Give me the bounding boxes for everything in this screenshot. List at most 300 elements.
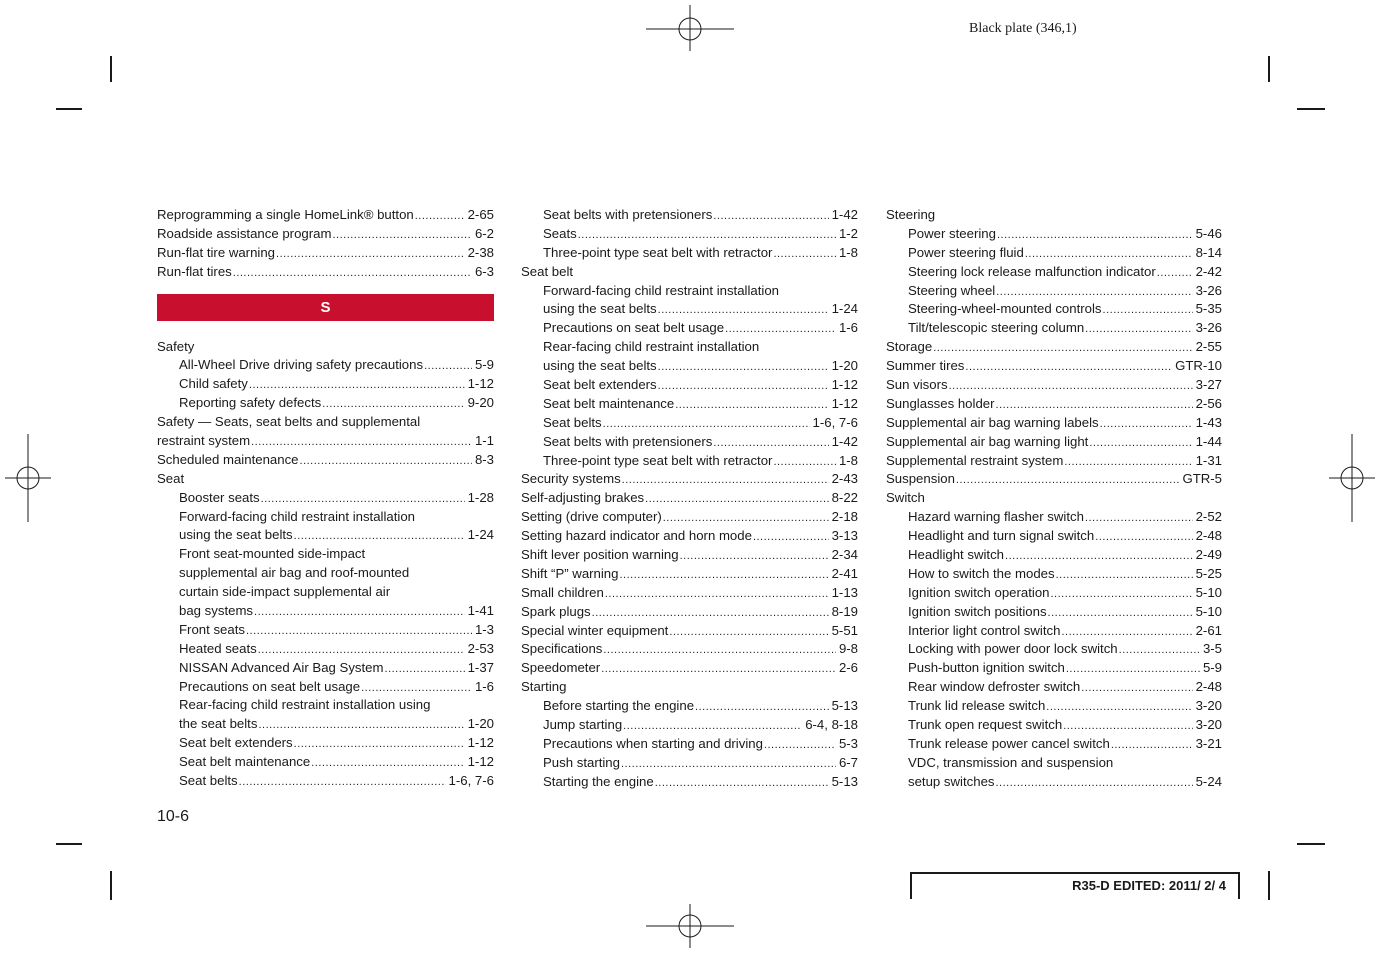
index-list-after-section	[157, 338, 494, 791]
entry-text: Reporting safety defects	[179, 395, 322, 411]
index-entry	[521, 225, 858, 244]
index-entry	[886, 754, 1222, 773]
dot-leader	[361, 678, 472, 697]
dot-leader	[773, 244, 836, 263]
entry-page: 8-14	[1195, 244, 1222, 260]
dot-leader	[949, 376, 1193, 395]
entry-page: 3-26	[1195, 282, 1222, 298]
entry-text: Headlight switch	[908, 547, 1005, 563]
dot-leader	[258, 640, 465, 659]
dot-leader	[933, 338, 1192, 357]
entry-page: 1-44	[1195, 433, 1222, 449]
entry-text: Safety — Seats, seat belts and supplemental	[157, 414, 421, 430]
dot-leader	[1061, 622, 1192, 641]
index-entry	[886, 697, 1222, 716]
index-entry	[886, 678, 1222, 697]
index-entry	[521, 754, 858, 773]
entry-text: How to switch the modes	[908, 565, 1055, 581]
index-entry	[886, 546, 1222, 565]
dot-leader	[249, 375, 465, 394]
dot-leader	[311, 753, 464, 772]
index-entry	[886, 433, 1222, 452]
entry-text: Supplemental restraint system	[886, 452, 1064, 468]
index-entry	[157, 356, 494, 375]
dot-leader	[956, 470, 1180, 489]
section-header-s: S	[157, 294, 494, 321]
entry-text: Three-point type seat belt with retractor	[543, 244, 773, 260]
dot-leader	[658, 357, 829, 376]
index-entry	[886, 338, 1222, 357]
entry-page: 1-12	[467, 376, 494, 392]
index-entry	[521, 640, 858, 659]
entry-page: 5-9	[474, 357, 494, 373]
entry-page: 6-3	[474, 263, 494, 279]
entry-page: 3-21	[1195, 735, 1222, 751]
dot-leader	[1005, 546, 1193, 565]
dot-leader	[996, 395, 1193, 414]
dot-leader	[965, 357, 1172, 376]
entry-text: Reprogramming a single HomeLink® button	[157, 207, 414, 222]
dot-leader	[713, 206, 828, 225]
dot-leader	[603, 640, 836, 659]
index-entry	[157, 244, 494, 263]
index-column-3	[886, 206, 1222, 792]
dot-leader	[680, 546, 829, 565]
entry-page: 1-24	[467, 527, 494, 543]
entry-text: Run-flat tires	[157, 263, 232, 279]
entry-text: bag systems	[179, 603, 254, 619]
dot-leader	[645, 489, 828, 508]
entry-page: 2-38	[467, 244, 494, 260]
entry-text: Push starting	[543, 754, 620, 770]
entry-text: Roadside assistance program	[157, 225, 332, 241]
entry-text: Summer tires	[886, 358, 965, 374]
dot-leader	[713, 433, 828, 452]
entry-page: 9-20	[467, 395, 494, 411]
dot-leader	[1095, 527, 1192, 546]
entry-page: 2-6	[838, 660, 858, 676]
dot-leader	[1089, 433, 1192, 452]
dot-leader	[1100, 414, 1193, 433]
dot-leader	[764, 735, 836, 754]
dot-leader	[592, 603, 829, 622]
dot-leader	[619, 565, 828, 584]
entry-text: Heated seats	[179, 640, 257, 656]
index-entry	[886, 603, 1222, 622]
dot-leader	[753, 527, 829, 546]
index-entry	[886, 452, 1222, 471]
entry-page: 1-8	[838, 452, 858, 468]
entry-page: 2-48	[1195, 679, 1222, 695]
entry-text: Steering lock release malfunction indicator	[908, 263, 1156, 279]
index-entry	[157, 659, 494, 678]
dot-leader	[663, 508, 829, 527]
entry-page: 2-34	[831, 547, 858, 563]
entry-page: 2-41	[831, 565, 858, 581]
index-entry	[521, 697, 858, 716]
index-entry	[157, 432, 494, 451]
entry-text: using the seat belts	[543, 358, 657, 374]
index-entry	[157, 583, 494, 602]
index-entry	[157, 470, 494, 489]
index-entry	[521, 735, 858, 754]
entry-text: curtain side-impact supplemental air	[179, 584, 391, 600]
entry-text: Booster seats	[179, 489, 260, 505]
index-entry	[521, 489, 858, 508]
entry-text: Steering wheel	[908, 282, 996, 298]
index-entry	[886, 206, 1222, 225]
entry-page: 2-65	[467, 207, 494, 222]
dot-leader	[1119, 640, 1200, 659]
entry-text: the seat belts	[179, 716, 258, 732]
index-entry	[886, 225, 1222, 244]
index-entry	[521, 452, 858, 471]
index-entry	[521, 414, 858, 433]
entry-page: 1-3	[474, 621, 494, 637]
index-entry	[521, 603, 858, 622]
entry-text: Steering	[886, 207, 936, 222]
dot-leader	[1157, 263, 1193, 282]
edited-label: R35-D EDITED: 2011/ 2/ 4	[1072, 878, 1226, 893]
index-entry	[157, 602, 494, 621]
index-entry	[521, 565, 858, 584]
dot-leader	[261, 489, 465, 508]
index-entry	[157, 564, 494, 583]
entry-text: Special winter equipment	[521, 622, 669, 638]
entry-page: 5-46	[1195, 225, 1222, 241]
entry-text: Rear-facing child restraint installation using	[179, 697, 431, 713]
entry-page: 5-10	[1195, 603, 1222, 619]
index-entry	[521, 659, 858, 678]
entry-page: 1-1	[474, 433, 494, 449]
index-entry	[886, 376, 1222, 395]
dot-leader	[258, 715, 464, 734]
entry-text: Trunk open request switch	[908, 717, 1063, 733]
index-entry	[157, 526, 494, 545]
entry-text: All-Wheel Drive driving safety precautions	[179, 357, 424, 373]
index-entry	[886, 300, 1222, 319]
entry-page: 2-56	[1195, 395, 1222, 411]
dot-leader	[251, 432, 472, 451]
entry-text: NISSAN Advanced Air Bag System	[179, 659, 384, 675]
entry-page: 2-49	[1195, 547, 1222, 563]
dot-leader	[578, 225, 836, 244]
entry-text: Setting hazard indicator and horn mode	[521, 528, 752, 544]
entry-page: 5-24	[1195, 773, 1222, 789]
entry-text: Starting	[521, 679, 567, 695]
index-entry	[157, 508, 494, 527]
entry-page: 1-41	[467, 603, 494, 619]
entry-text: Push-button ignition switch	[908, 660, 1065, 676]
entry-text: Seat belts with pretensioners	[543, 207, 713, 222]
entry-page: 1-24	[831, 301, 858, 317]
entry-page: 1-6, 7-6	[812, 414, 858, 430]
entry-page: 1-42	[831, 207, 858, 222]
index-entry	[157, 394, 494, 413]
entry-page: 5-13	[831, 773, 858, 789]
dot-leader	[1111, 735, 1193, 754]
entry-page: 1-37	[467, 659, 494, 675]
entry-text: Seat belts with pretensioners	[543, 433, 713, 449]
entry-page: 2-18	[831, 509, 858, 525]
index-entry	[157, 489, 494, 508]
entry-text: Supplemental air bag warning light	[886, 433, 1089, 449]
entry-text: Setting (drive computer)	[521, 509, 662, 525]
entry-text: supplemental air bag and roof-mounted	[179, 565, 410, 581]
dot-leader	[1046, 697, 1192, 716]
entry-text: Before starting the engine	[543, 698, 695, 714]
index-entry	[886, 282, 1222, 301]
entry-text: Suspension	[886, 471, 955, 487]
entry-text: Power steering fluid	[908, 244, 1024, 260]
index-entry	[886, 716, 1222, 735]
entry-text: Seat belt maintenance	[179, 754, 311, 770]
entry-text: Headlight and turn signal switch	[908, 528, 1095, 544]
entry-text: Steering-wheel-mounted controls	[908, 301, 1102, 317]
index-entry	[157, 621, 494, 640]
entry-page: 2-48	[1195, 528, 1222, 544]
entry-text: Interior light control switch	[908, 622, 1061, 638]
index-column-2	[521, 206, 858, 792]
entry-text: Security systems	[521, 471, 621, 487]
entry-text: Specifications	[521, 641, 603, 657]
entry-page: 1-43	[1195, 414, 1222, 430]
dot-leader	[300, 451, 472, 470]
index-entry	[157, 338, 494, 357]
index-entry	[157, 640, 494, 659]
entry-text: Trunk release power cancel switch	[908, 735, 1110, 751]
index-list-before-section	[157, 206, 494, 282]
entry-text: Seats	[543, 225, 577, 241]
entry-page: 2-52	[1195, 509, 1222, 525]
entry-text: Precautions on seat belt usage	[179, 678, 361, 694]
dot-leader	[254, 602, 465, 621]
entry-text: Front seat-mounted side-impact	[179, 546, 366, 562]
dot-leader	[276, 244, 465, 263]
entry-page: 2-61	[1195, 622, 1222, 638]
page-number: 10-6	[157, 808, 190, 825]
entry-page: 5-13	[831, 698, 858, 714]
entry-text: Rear window defroster switch	[908, 679, 1081, 695]
dot-leader	[655, 773, 829, 792]
dot-leader	[695, 697, 829, 716]
entry-page: 2-42	[1195, 263, 1222, 279]
entry-text: Jump starting	[543, 717, 623, 733]
index-entry	[157, 451, 494, 470]
index-entry	[521, 508, 858, 527]
entry-text: setup switches	[908, 773, 995, 789]
entry-text: Seat belt maintenance	[543, 395, 675, 411]
index-entry	[521, 584, 858, 603]
index-entry	[521, 357, 858, 376]
entry-text: Spark plugs	[521, 603, 591, 619]
entry-text: Rear-facing child restraint installation	[543, 339, 760, 355]
index-entry	[886, 319, 1222, 338]
dot-leader	[1050, 584, 1192, 603]
dot-leader	[658, 376, 829, 395]
entry-page: 8-3	[474, 451, 494, 467]
dot-leader	[246, 621, 472, 640]
entry-text: Run-flat tire warning	[157, 244, 276, 260]
dot-leader	[675, 395, 828, 414]
entry-text: Seat belts	[543, 414, 602, 430]
index-entry	[886, 395, 1222, 414]
dot-leader	[233, 263, 472, 282]
entry-text: Ignition switch operation	[908, 584, 1050, 600]
index-entry	[157, 734, 494, 753]
entry-text: Seat	[157, 470, 185, 486]
dot-leader	[1081, 678, 1192, 697]
dot-leader	[1085, 508, 1193, 527]
index-entry	[886, 263, 1222, 282]
index-entry	[886, 735, 1222, 754]
entry-text: Seat belts	[179, 773, 238, 789]
index-entry	[886, 489, 1222, 508]
index-entry	[521, 319, 858, 338]
entry-page: 5-10	[1195, 584, 1222, 600]
entry-text: using the seat belts	[179, 527, 293, 543]
entry-page: 1-12	[467, 735, 494, 751]
entry-text: Sunglasses holder	[886, 395, 995, 411]
dot-leader	[997, 225, 1193, 244]
entry-page: 5-51	[831, 622, 858, 638]
entry-page: 9-8	[838, 641, 858, 657]
entry-text: Storage	[886, 339, 933, 355]
entry-text: Supplemental air bag warning labels	[886, 414, 1099, 430]
entry-text: Self-adjusting brakes	[521, 490, 645, 506]
entry-text: Child safety	[179, 376, 248, 392]
entry-page: 1-20	[831, 358, 858, 374]
index-entry	[521, 527, 858, 546]
index-entry	[157, 772, 494, 791]
entry-text: Forward-facing child restraint installation	[543, 282, 780, 298]
index-entry	[886, 622, 1222, 641]
index-entry	[886, 414, 1222, 433]
entry-page: 2-55	[1195, 339, 1222, 355]
index-entry	[521, 470, 858, 489]
entry-page: 3-5	[1202, 641, 1222, 657]
index-entry	[521, 263, 858, 282]
entry-text: Precautions on seat belt usage	[543, 320, 725, 336]
dot-leader	[1064, 452, 1192, 471]
entry-text: Starting the engine	[543, 773, 654, 789]
entry-page: 3-20	[1195, 698, 1222, 714]
entry-text: Forward-facing child restraint installation	[179, 508, 416, 524]
entry-text: VDC, transmission and suspension	[908, 754, 1114, 770]
entry-page: 1-2	[838, 225, 858, 241]
index-entry	[157, 375, 494, 394]
dot-leader	[1063, 716, 1192, 735]
dot-leader	[332, 225, 471, 244]
index-entry	[157, 678, 494, 697]
index-entry	[521, 433, 858, 452]
dot-leader	[1066, 659, 1200, 678]
entry-page: 6-4, 8-18	[805, 717, 858, 733]
dot-leader	[1103, 300, 1193, 319]
dot-leader	[294, 734, 465, 753]
index-entry	[886, 357, 1222, 376]
dot-leader	[605, 584, 829, 603]
index-entry	[886, 470, 1222, 489]
dot-leader	[239, 772, 446, 791]
entry-text: Shift “P” warning	[521, 565, 619, 581]
entry-text: Ignition switch positions	[908, 603, 1047, 619]
index-entry	[886, 584, 1222, 603]
index-entry	[157, 225, 494, 244]
index-entry	[521, 282, 858, 301]
entry-text: Seat belt extenders	[543, 377, 657, 393]
entry-text: Speedometer	[521, 660, 601, 676]
entry-text: Tilt/telescopic steering column	[908, 320, 1085, 336]
dot-leader	[424, 356, 472, 375]
index-entry	[157, 206, 494, 225]
index-entry	[886, 244, 1222, 263]
entry-text: Front seats	[179, 621, 245, 637]
entry-page: 1-8	[838, 244, 858, 260]
index-entry	[521, 622, 858, 641]
dot-leader	[669, 622, 828, 641]
index-entry	[521, 376, 858, 395]
entry-page: 1-28	[467, 489, 494, 505]
entry-page: 1-20	[467, 716, 494, 732]
index-entry	[157, 715, 494, 734]
entry-page: 1-6	[474, 678, 494, 694]
dot-leader	[621, 754, 836, 773]
entry-page: 6-7	[838, 754, 858, 770]
dot-leader	[773, 452, 836, 471]
dot-leader	[1056, 565, 1193, 584]
entry-page: 2-43	[831, 471, 858, 487]
entry-text: Precautions when starting and driving	[543, 735, 763, 751]
index-entry	[521, 716, 858, 735]
entry-page: 3-27	[1195, 377, 1222, 393]
dot-leader	[996, 773, 1193, 792]
dot-leader	[725, 319, 836, 338]
entry-page: 3-13	[831, 528, 858, 544]
entry-text: restraint system	[157, 433, 251, 449]
entry-page: 1-6	[838, 320, 858, 336]
index-entry	[521, 244, 858, 263]
index-entry	[886, 565, 1222, 584]
index-entry	[886, 508, 1222, 527]
index-entry	[157, 696, 494, 715]
index-entry	[521, 300, 858, 319]
index-entry	[886, 659, 1222, 678]
entry-page: GTR-10	[1175, 358, 1222, 374]
dot-leader	[623, 716, 802, 735]
index-entry	[521, 395, 858, 414]
index-entry	[521, 678, 858, 697]
entry-page: 8-19	[831, 603, 858, 619]
entry-page: 1-12	[831, 377, 858, 393]
entry-page: 5-35	[1195, 301, 1222, 317]
entry-text: Power steering	[908, 225, 996, 241]
index-entry	[157, 413, 494, 432]
index-entry	[521, 206, 858, 225]
entry-page: 1-13	[831, 584, 858, 600]
entry-page: 5-3	[838, 735, 858, 751]
entry-page: 5-9	[1202, 660, 1222, 676]
entry-page: 3-20	[1195, 717, 1222, 733]
entry-page: 3-26	[1195, 320, 1222, 336]
entry-text: Scheduled maintenance	[157, 451, 299, 467]
dot-leader	[1048, 603, 1193, 622]
entry-page: GTR-5	[1182, 471, 1222, 487]
entry-page: 8-22	[831, 490, 858, 506]
dot-leader	[1025, 244, 1193, 263]
entry-text: Shift lever position warning	[521, 547, 679, 563]
index-entry	[157, 263, 494, 282]
